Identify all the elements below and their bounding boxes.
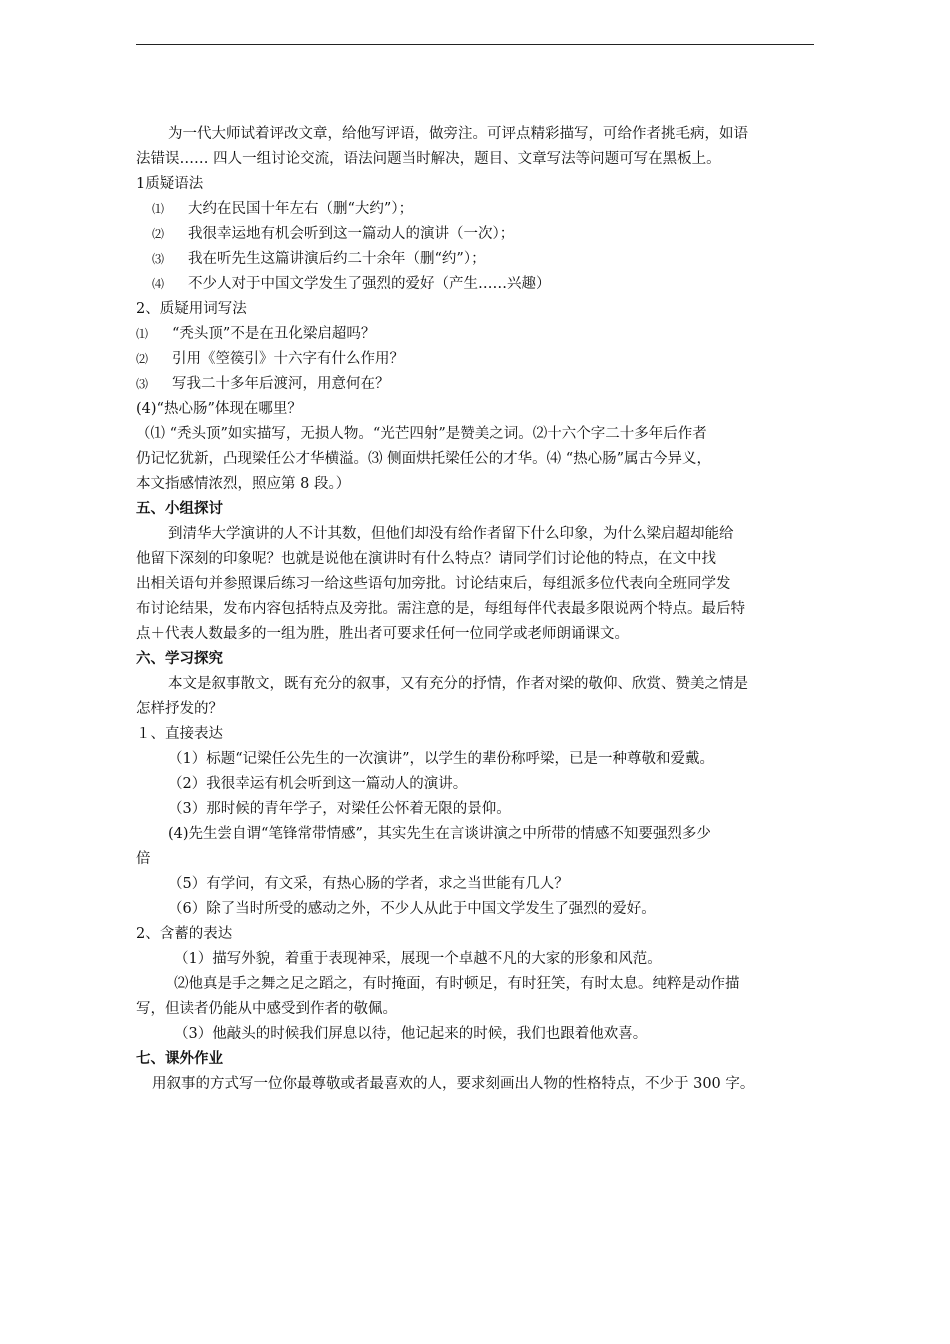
section-5-line: 到清华大学演讲的人不计其数，但他们却没有给作者留下什么印象，为什么梁启超却能给 [168, 526, 734, 542]
implicit-item: （3）他敲头的时候我们屏息以待，他记起来的时候，我们也跟着他欢喜。 [174, 1026, 648, 1042]
item-number: ⑵ [136, 352, 149, 366]
direct-item: （5）有学问，有文采，有热心肠的学者，求之当世能有几人？ [168, 876, 569, 892]
item-number: ⑵ [152, 227, 165, 241]
item-number: ⑴ [152, 202, 165, 216]
direct-item: （1）标题“记梁任公先生的一次演讲”，以学生的辈份称呼梁，已是一种尊敬和爱戴。 [168, 751, 715, 767]
grammar-item [136, 197, 826, 222]
intro-line-2: 法错误…… 四人一组讨论交流，语法问题当时解决，题目、文章写法等问题可写在黑板上。 [136, 151, 721, 167]
direct-item-continued: 倍 [136, 851, 151, 867]
section-5-line: 他留下深刻的印象呢？也就是说他在演讲时有什么特点？请同学们讨论他的特点，在文中找 [136, 551, 716, 567]
section-7-heading: 七、课外作业 [136, 1051, 223, 1067]
intro-line-1: 为一代大师试着评改文章，给他写评语，做旁注。可评点精彩描写，可给作者挑毛病，如语 [168, 126, 748, 142]
section-5-heading: 五、小组探讨 [136, 501, 223, 517]
implicit-expression-title: 2、含蓄的表达 [136, 926, 233, 942]
wording-answer-line: 仍记忆犹新，凸现梁任公才华横溢。⑶ 侧面烘托梁任公的才华。⑷ “热心肠”属古今异义， [136, 451, 712, 467]
section-5-line: 布讨论结果，发布内容包括特点及旁批。需注意的是，每组每伴代表最多限说两个特点。最后特 [136, 601, 745, 617]
grammar-title: 1质疑语法 [136, 176, 204, 192]
item-number: ⑶ [136, 377, 149, 391]
wording-item [136, 372, 826, 397]
grammar-item [136, 247, 826, 272]
item-text: “热心肠”体现在哪里？ [156, 401, 302, 417]
item-text: 我很幸运地有机会听到这一篇动人的演讲（一次）； [188, 226, 515, 242]
item-text: 大约在民国十年左右（删“大约”）； [188, 201, 414, 217]
item-number: ⑴ [136, 327, 149, 341]
item-number: ⑶ [152, 252, 165, 266]
homework-text: 用叙事的方式写一位你最尊敬或者最喜欢的人，要求刻画出人物的性格特点，不少于 300 字。 [152, 1076, 755, 1092]
section-6-heading: 六、学习探究 [136, 651, 223, 667]
item-number: ⑷ [152, 277, 165, 291]
grammar-item [136, 272, 826, 297]
direct-item: (4)先生尝自谓“笔锋常带情感”，其实先生在言谈讲演之中所带的情感不知要强烈多少 [168, 826, 711, 842]
section-5-line: 点＋代表人数最多的一组为胜，胜出者可要求任何一位同学或老师朗诵课文。 [136, 626, 629, 642]
item-text: 写我二十多年后渡河，用意何在？ [172, 376, 390, 392]
direct-item: （6）除了当时所受的感动之外，不少人从此于中国文学发生了强烈的爱好。 [168, 901, 656, 917]
header-rule [136, 44, 814, 45]
wording-item [136, 397, 826, 422]
item-text: 不少人对于中国文学发生了强烈的爱好（产生……兴趣） [188, 276, 551, 292]
wording-title: 2、质疑用词写法 [136, 301, 247, 317]
wording-answer-line: 本文指感情浓烈，照应第 8 段。） [136, 476, 351, 492]
section-6-intro-line: 本文是叙事散文，既有充分的叙事，又有充分的抒情，作者对梁的敬仰、欣赏、赞美之情是 [168, 676, 748, 692]
item-number: (4) [136, 401, 157, 417]
section-6-intro-line: 怎样抒发的？ [136, 701, 223, 717]
section-5-line: 出相关语句并参照课后练习一给这些语句加旁批。讨论结束后，每组派多位代表向全班同学发 [136, 576, 731, 592]
item-text: 我在听先生这篇讲演后约二十余年（删“约”）； [188, 251, 486, 267]
implicit-item: （1）描写外貌，着重于表现神采，展现一个卓越不凡的大家的形象和风范。 [174, 951, 662, 967]
grammar-item [136, 222, 826, 247]
direct-expression-title: １、直接表达 [136, 726, 223, 742]
direct-item: （2）我很幸运有机会听到这一篇动人的演讲。 [168, 776, 468, 792]
implicit-item: ⑵他真是手之舞之足之蹈之，有时掩面，有时顿足，有时狂笑，有时太息。纯粹是动作描 [174, 976, 740, 992]
wording-answer-line: （⑴ “秃头顶”如实描写，无损人物。“光芒四射”是赞美之词。⑵十六个字二十多年后作者 [136, 426, 707, 442]
wording-item [136, 322, 826, 347]
wording-item [136, 347, 826, 372]
direct-item: （3）那时候的青年学子，对梁任公怀着无限的景仰。 [168, 801, 511, 817]
item-text: 引用《箜篌引》十六字有什么作用？ [172, 351, 404, 367]
document-body [136, 122, 826, 1097]
implicit-item-continued: 写，但读者仍能从中感受到作者的敬佩。 [136, 1001, 397, 1017]
item-text: “秃头顶”不是在丑化梁启超吗？ [172, 326, 376, 342]
